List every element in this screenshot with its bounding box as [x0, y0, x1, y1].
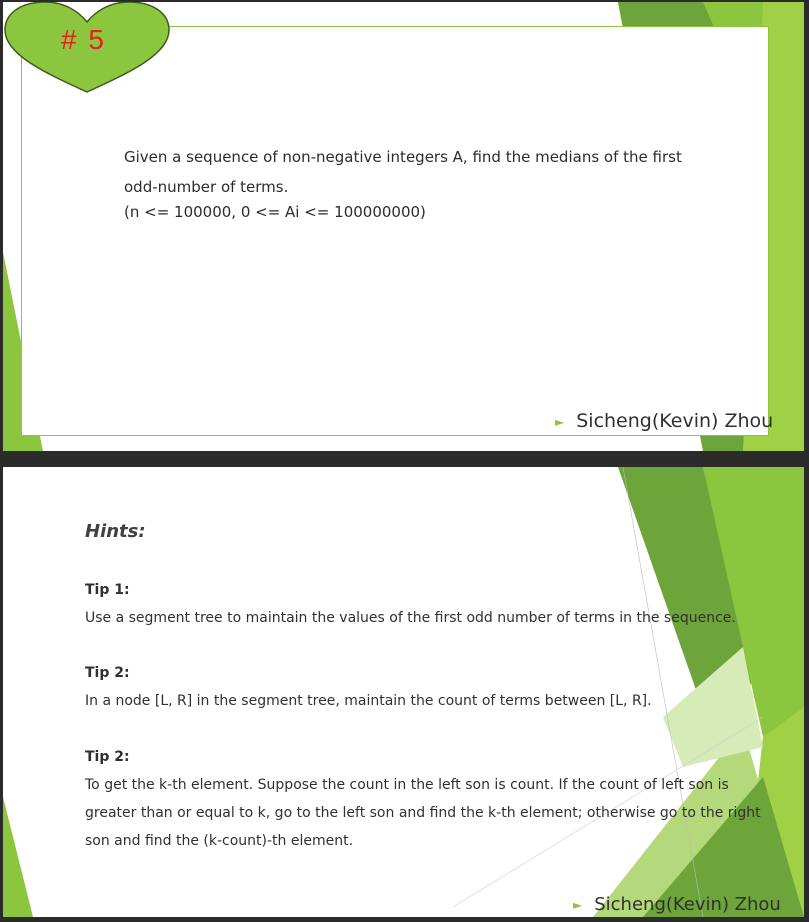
tip-2-title: Tip 2:	[85, 665, 130, 681]
author-name: Sicheng(Kevin) Zhou	[594, 894, 781, 915]
tip-3-text: To get the k-th element. Suppose the count in the left son is count. If the count of left son is greater than or equal to k, go to the left son and find the k-th element; otherwise go to the right son and find the (k-count)-th element.	[85, 777, 761, 849]
tip-2-text: In a node [L, R] in the segment tree, maintain the count of terms between [L, R].	[85, 693, 652, 709]
problem-constraints: (n <= 100000, 0 <= Ai <= 100000000)	[124, 203, 426, 221]
slide-number-badge: # 5	[61, 24, 106, 55]
problem-statement: Given a sequence of non-negative integers A, find the medians of the first odd-number of terms.	[124, 148, 682, 196]
tip-1-title: Tip 1:	[85, 582, 130, 598]
slide-1	[3, 2, 804, 451]
slide-2	[3, 467, 804, 917]
author-footer	[555, 410, 773, 432]
triangle-bullet-icon: ►	[573, 898, 583, 912]
tip-3-title: Tip 2:	[85, 749, 130, 765]
author-footer	[573, 894, 781, 915]
author-name: Sicheng(Kevin) Zhou	[576, 410, 774, 432]
tip-1-text: Use a segment tree to maintain the values of the first odd number of terms in the sequence.	[85, 610, 736, 626]
hints-heading: Hints:	[85, 521, 146, 542]
triangle-bullet-icon: ►	[555, 414, 565, 429]
